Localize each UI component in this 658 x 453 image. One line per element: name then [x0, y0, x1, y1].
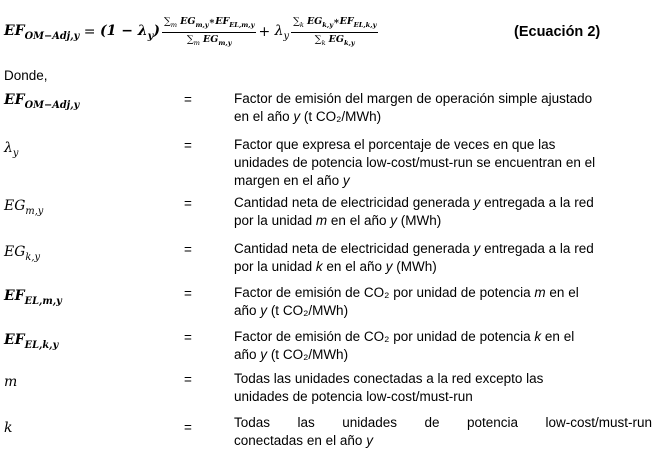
equation-row: [4, 10, 654, 54]
equation-factor: $(1 - \lambda_y)$: [99, 22, 160, 42]
definition-symbol: $EF_{EL,m,y}$: [4, 288, 62, 307]
definition-text: Todas las unidades conectadas a la red excepto las unidades de potencia low-cost/must-run: [234, 371, 544, 404]
definition-text: Cantidad neta de electricidad generada y entregada a la red por la unidad k en el año y (MWh): [234, 241, 594, 274]
fraction-m: [162, 16, 257, 49]
definition-symbol: $EF_{EL,k,y}$: [4, 332, 59, 351]
definition-equals: =: [184, 286, 192, 301]
definition-text: Cantidad neta de electricidad generada y entregada a la red por la unidad m en el año y (MWh): [234, 195, 594, 228]
definition-symbol: $EG_{m,y}$: [4, 198, 44, 217]
definition-equals: =: [184, 372, 192, 387]
donde-heading: Donde,: [4, 68, 48, 83]
definition-symbol: m: [4, 374, 18, 390]
equation-lhs: $EF_{OM-Adj,y}$: [4, 22, 80, 42]
equation: [4, 10, 380, 54]
definition-text: Factor de emisión del margen de operación simple ajustado en el año y (t CO₂/MWh): [234, 91, 593, 124]
definition-text: Factor de emisión de CO₂ por unidad de potencia m en el año y (t CO₂/MWh): [234, 285, 579, 318]
definition-symbol: $EF_{OM-Adj,y}$: [4, 92, 80, 111]
equation-plus: +: [258, 24, 271, 40]
fraction-k-numerator: $\sum_k$ $EG_{k,y}∗EF_{EL,k,y}$: [291, 16, 378, 33]
equation-label: (Ecuación 2): [514, 24, 601, 40]
equation-equals: =: [83, 24, 96, 40]
definition-equals: =: [184, 330, 192, 345]
definition-equals: =: [184, 138, 192, 153]
definition-symbol: $\lambda_y$: [4, 140, 19, 159]
definition-symbol: $EG_{k,y}$: [4, 244, 40, 263]
definition-text: Todas las unidades de potencia low-cost/must-run conectadas en el año y: [234, 415, 652, 448]
definition-text: Factor de emisión de CO₂ por unidad de potencia k en el año y (t CO₂/MWh): [234, 329, 575, 362]
definition-text-line: margen en el año y: [234, 173, 350, 188]
definition-equals: =: [184, 92, 192, 107]
definition-text: Factor que expresa el porcentaje de veces en que las unidades de potencia low-cost/must-run se encuentran en el margen en el año y: [234, 136, 652, 190]
definition-equals: =: [184, 420, 192, 435]
definition-symbol: k: [4, 420, 13, 436]
fraction-k-denominator: $\sum_k$ $EG_{k,y}$: [314, 33, 355, 47]
fraction-m-denominator: $\sum_m$ $EG_{m,y}$: [186, 33, 232, 47]
definition-equals: =: [184, 242, 192, 257]
definition-equals: =: [184, 196, 192, 211]
equation-lambda: $\lambda_y$: [274, 22, 290, 42]
fraction-k: [291, 16, 378, 49]
fraction-m-numerator: $\sum_m$ $EG_{m,y}∗EF_{EL,m,y}$: [162, 16, 257, 33]
